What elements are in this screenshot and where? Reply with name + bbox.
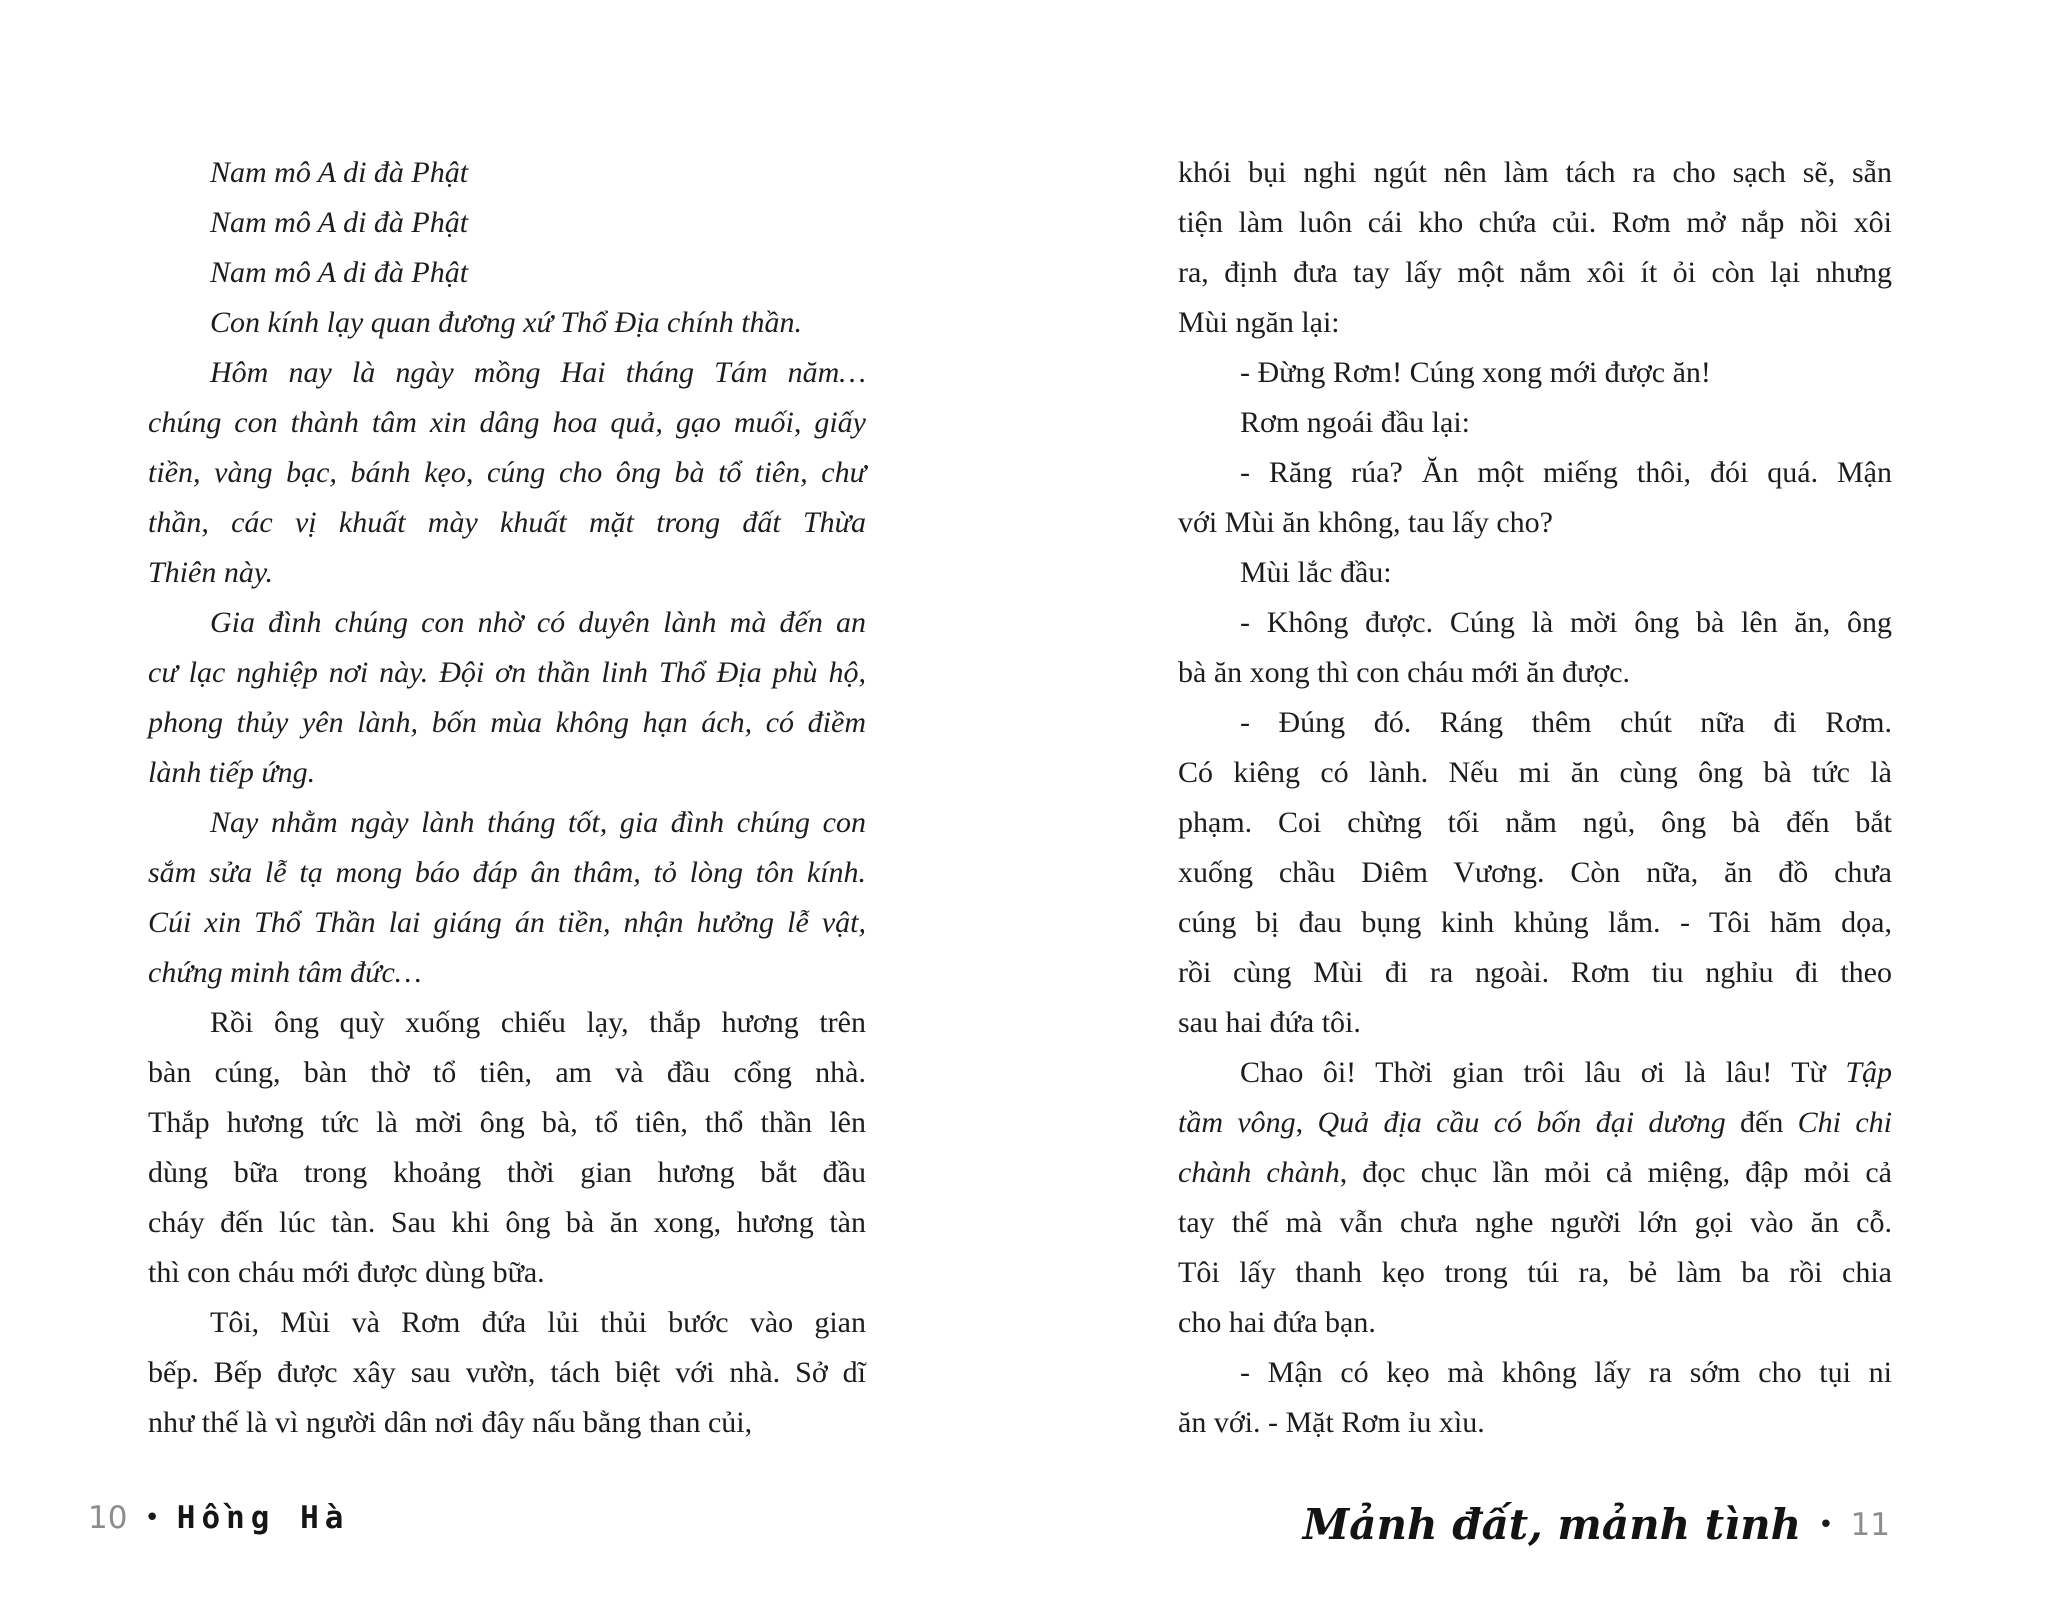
text-line — [1178, 648, 1892, 698]
body-text: Chao ôi! Thời gian trôi lâu ơi là lâu! Từ — [1240, 1056, 1846, 1089]
text-line — [1178, 1198, 1892, 1248]
italic-text: phong thủy yên lành, bốn mùa không hạn ách, có điềm — [148, 706, 866, 739]
text-line — [1178, 948, 1892, 998]
text-line — [1178, 748, 1892, 798]
body-text: - Mận có kẹo mà không lấy ra sớm cho tụi ni — [1240, 1356, 1892, 1389]
body-text: xuống chầu Diêm Vương. Còn nữa, ăn đồ chưa — [1178, 856, 1892, 889]
italic-text: Thiên này. — [148, 556, 273, 589]
footer-separator-dot: • — [1818, 1509, 1834, 1540]
text-line — [148, 1148, 866, 1198]
text-line — [148, 1098, 866, 1148]
italic-text: sắm sửa lễ tạ mong báo đáp ân thâm, tỏ lòng tôn kính. — [148, 856, 866, 889]
body-text: bếp. Bếp được xây sau vườn, tách biệt với nhà. Sở dĩ — [148, 1356, 866, 1389]
paragraph — [148, 248, 866, 298]
paragraph — [148, 198, 866, 248]
italic-text: Gia đình chúng con nhờ có duyên lành mà đến an — [210, 606, 866, 639]
body-text: cúng bị đau bụng kinh khủng lắm. - Tôi hăm dọa, — [1178, 906, 1892, 939]
text-line — [148, 1348, 866, 1398]
left-page-footer — [88, 1500, 349, 1536]
text-line — [1178, 348, 1892, 398]
paragraph — [1178, 348, 1892, 398]
text-line — [1178, 1298, 1892, 1348]
paragraph — [148, 298, 866, 348]
text-line — [148, 498, 866, 548]
paragraph — [1178, 398, 1892, 448]
text-line — [1178, 798, 1892, 848]
body-text: khói bụi nghi ngút nên làm tách ra cho sạch sẽ, sẵn — [1178, 156, 1892, 189]
left-page-text-column — [148, 148, 866, 1448]
text-line — [148, 698, 866, 748]
text-line — [1178, 598, 1892, 648]
body-text: cho hai đứa bạn. — [1178, 1306, 1376, 1339]
text-line — [148, 448, 866, 498]
text-line — [1178, 498, 1892, 548]
body-text: như thế là vì người dân nơi đây nấu bằng than củi, — [148, 1406, 753, 1439]
body-text: Tôi lấy thanh kẹo trong túi ra, bẻ làm ba rồi chia — [1178, 1256, 1892, 1289]
italic-text: Nam mô A di đà Phật — [210, 156, 469, 189]
paragraph — [148, 348, 866, 598]
italic-text: cư lạc nghiệp nơi này. Đội ơn thần linh Thổ Địa phù hộ, — [148, 656, 866, 689]
body-text: - Đừng Rơm! Cúng xong mới được ăn! — [1240, 356, 1711, 389]
paragraph — [1178, 698, 1892, 1048]
left-page-number: 10 — [88, 1500, 128, 1536]
italic-text: Quả địa cầu có bốn đại dương — [1317, 1106, 1726, 1139]
body-text: Rơm ngoái đầu lại: — [1240, 406, 1470, 439]
text-line — [1178, 1098, 1892, 1148]
text-line — [148, 848, 866, 898]
body-text: ăn với. - Mặt Rơm ỉu xìu. — [1178, 1406, 1485, 1439]
body-text: phạm. Coi chừng tối nằm ngủ, ông bà đến bắt — [1178, 806, 1892, 839]
body-text: sau hai đứa tôi. — [1178, 1006, 1361, 1039]
text-line — [1178, 998, 1892, 1048]
right-page-footer — [1303, 1500, 1890, 1549]
text-line — [148, 998, 866, 1048]
body-text: - Đúng đó. Ráng thêm chút nữa đi Rơm. — [1240, 706, 1892, 739]
text-line — [1178, 398, 1892, 448]
body-text: đến — [1725, 1106, 1798, 1139]
paragraph — [148, 1298, 866, 1448]
text-line — [1178, 1398, 1892, 1448]
italic-text: Chi chi — [1797, 1106, 1892, 1139]
paragraph — [148, 148, 866, 198]
text-line — [148, 198, 866, 248]
text-line — [148, 748, 866, 798]
text-line — [148, 248, 866, 298]
text-line — [148, 298, 866, 348]
paragraph — [1178, 148, 1892, 348]
italic-text: Nam mô A di đà Phật — [210, 256, 469, 289]
body-text: - Răng rúa? Ăn một miếng thôi, đói quá. Mận — [1240, 456, 1892, 489]
text-line — [148, 598, 866, 648]
text-line — [1178, 298, 1892, 348]
text-line — [148, 398, 866, 448]
body-text: Có kiêng có lành. Nếu mi ăn cùng ông bà tức là — [1178, 756, 1892, 789]
text-line — [148, 1048, 866, 1098]
text-line — [1178, 148, 1892, 198]
right-page-number: 11 — [1850, 1506, 1890, 1543]
paragraph — [1178, 448, 1892, 548]
body-text: Mùi lắc đầu: — [1240, 556, 1392, 589]
text-line — [1178, 1048, 1892, 1098]
body-text: Tôi, Mùi và Rơm đứa lủi thủi bước vào gian — [210, 1306, 866, 1339]
paragraph — [148, 998, 866, 1298]
body-text: , đọc chục lần mỏi cả miệng, đập mỏi cả — [1339, 1156, 1892, 1189]
italic-text: lành tiếp ứng. — [148, 756, 316, 789]
paragraph — [1178, 598, 1892, 698]
footer-separator-dot: • — [144, 1503, 160, 1533]
text-line — [1178, 1148, 1892, 1198]
italic-text: chứng minh tâm đức… — [148, 956, 422, 989]
text-line — [1178, 848, 1892, 898]
italic-text: tiền, vàng bạc, bánh kẹo, cúng cho ông bà tổ tiên, chư — [148, 456, 866, 489]
body-text: dùng bữa trong khoảng thời gian hương bắt đầu — [148, 1156, 866, 1189]
body-text: Mùi ngăn lại: — [1178, 306, 1340, 339]
body-text: bà ăn xong thì con cháu mới ăn được. — [1178, 656, 1631, 689]
body-text: tay thế mà vẫn chưa nghe người lớn gọi vào ăn cỗ. — [1178, 1206, 1892, 1239]
text-line — [1178, 448, 1892, 498]
book-title: Mảnh đất, mảnh tình — [1302, 1500, 1802, 1549]
paragraph — [1178, 1048, 1892, 1348]
body-text: với Mùi ăn không, tau lấy cho? — [1178, 506, 1553, 539]
text-line — [1178, 198, 1892, 248]
text-line — [148, 1198, 866, 1248]
text-line — [148, 1298, 866, 1348]
italic-text: thần, các vị khuất mày khuất mặt trong đất Thừa — [148, 506, 866, 539]
body-text: ra, định đưa tay lấy một nắm xôi ít ỏi còn lại nhưng — [1178, 256, 1892, 289]
italic-text: tầm vông — [1178, 1106, 1296, 1139]
text-line — [148, 548, 866, 598]
text-line — [148, 798, 866, 848]
text-line — [1178, 898, 1892, 948]
text-line — [148, 648, 866, 698]
text-line — [148, 1398, 866, 1448]
italic-text: Tập — [1845, 1056, 1892, 1089]
body-text: cháy đến lúc tàn. Sau khi ông bà ăn xong, hương tàn — [148, 1206, 866, 1239]
paragraph — [1178, 1348, 1892, 1448]
body-text: bàn cúng, bàn thờ tổ tiên, am và đầu cổng nhà. — [148, 1056, 866, 1089]
text-line — [148, 1248, 866, 1298]
italic-text: chành chành — [1178, 1156, 1340, 1189]
italic-text: Nay nhằm ngày lành tháng tốt, gia đình chúng con — [210, 806, 866, 839]
body-text: Rồi ông quỳ xuống chiếu lạy, thắp hương trên — [210, 1006, 866, 1039]
body-text: tiện làm luôn cái kho chứa củi. Rơm mở nắp nồi xôi — [1178, 206, 1892, 239]
italic-text: Nam mô A di đà Phật — [210, 206, 469, 239]
text-line — [148, 898, 866, 948]
italic-text: Con kính lạy quan đương xứ Thổ Địa chính thần. — [210, 306, 803, 339]
text-line — [148, 148, 866, 198]
text-line — [148, 348, 866, 398]
italic-text: Cúi xin Thổ Thần lai giáng án tiền, nhận hưởng lễ vật, — [148, 906, 866, 939]
body-text: rồi cùng Mùi đi ra ngoài. Rơm tiu nghỉu đi theo — [1178, 956, 1892, 989]
text-line — [148, 948, 866, 998]
text-line — [1178, 548, 1892, 598]
text-line — [1178, 1348, 1892, 1398]
text-line — [1178, 248, 1892, 298]
text-line — [1178, 1248, 1892, 1298]
right-page-text-column — [1178, 148, 1892, 1448]
paragraph — [148, 798, 866, 998]
body-text: thì con cháu mới được dùng bữa. — [148, 1256, 545, 1289]
body-text: Thắp hương tức là mời ông bà, tổ tiên, thổ thần lên — [148, 1106, 866, 1139]
body-text: , — [1295, 1106, 1318, 1139]
paragraph — [148, 598, 866, 798]
paragraph — [1178, 548, 1892, 598]
italic-text: chúng con thành tâm xin dâng hoa quả, gạo muối, giấy — [148, 406, 866, 439]
author-name: Hồng Hà — [176, 1500, 350, 1536]
body-text: - Không được. Cúng là mời ông bà lên ăn, ông — [1240, 606, 1892, 639]
italic-text: Hôm nay là ngày mồng Hai tháng Tám năm… — [210, 356, 866, 389]
text-line — [1178, 698, 1892, 748]
